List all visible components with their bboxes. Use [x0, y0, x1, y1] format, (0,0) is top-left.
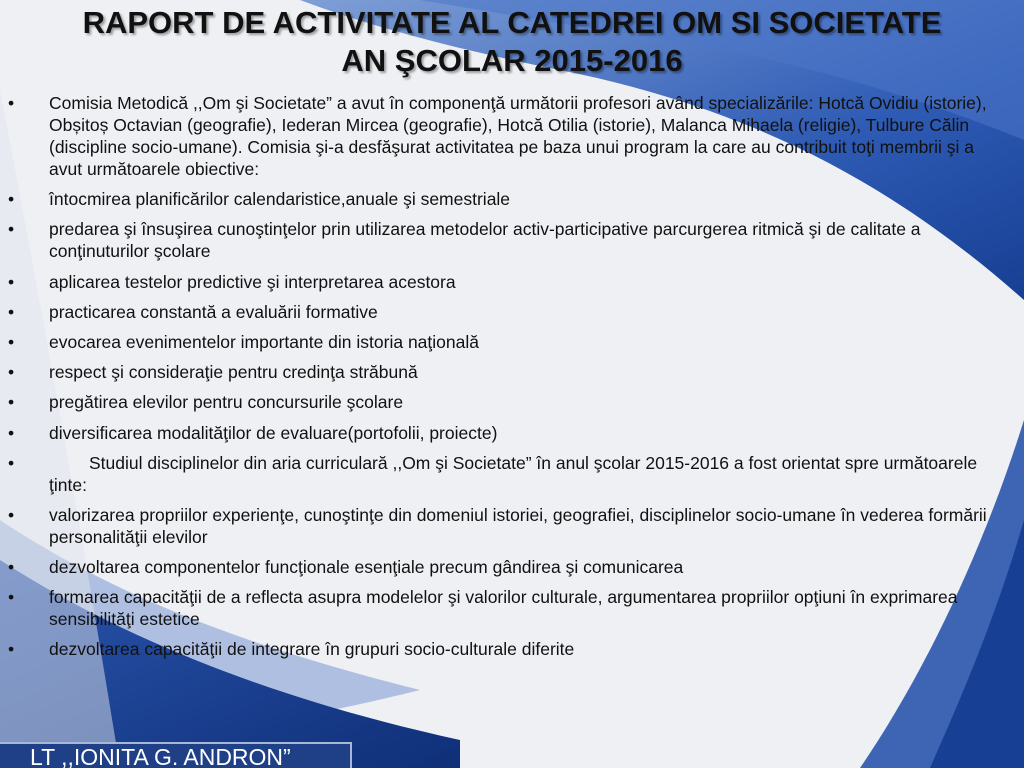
list-item: • evocarea evenimentelor importante din istoria naţională [8, 331, 1008, 353]
list-item: • dezvoltarea componentelor funcţionale esenţiale precum gândirea şi comunicarea [8, 556, 1008, 578]
slide-title [0, 4, 1024, 80]
list-item: • valorizarea propriilor experienţe, cunoştinţe din domeniul istoriei, geografiei, disciplinelor socio-umane în vederea formării personalităţii elevilor [8, 504, 1008, 548]
list-item: • pregătirea elevilor pentru concursurile şcolare [8, 391, 1008, 413]
list-item: • formarea capacităţii de a reflecta asupra modelelor şi valorilor culturale, argumentarea propriilor opţiuni în exprimarea sensibilităţi estetice [8, 586, 1008, 630]
school-footer-label: LT ,,IONITA G. ANDRON” [0, 742, 352, 768]
list-item: • întocmirea planificărilor calendaristice,anuale şi semestriale [8, 188, 1008, 210]
list-item: • predarea şi însuşirea cunoştinţelor prin utilizarea metodelor activ-participative parcurgerea ritmică şi de calitate a conţinuturilor şcolare [8, 218, 1008, 262]
list-item: • aplicarea testelor predictive şi interpretarea acestora [8, 271, 1008, 293]
list-item: • Comisia Metodică ,,Om şi Societate” a avut în componenţă următorii profesori având specializările: Hotcă Ovidiu (istorie), Obșitoș Octavian (geografie), Iederan Mircea (geografie), Hotcă Otilia (istorie), Malanca Mihaela (religie), Tulbure Călin (discipline socio-umane). Comisia şi-a desfăşurat activitatea pe baza unui program la care au contribuit toţi membrii şi a avut următoarele obiective: [8, 92, 1008, 180]
bullet-list [8, 92, 1008, 669]
title-line-2: AN ŞCOLAR 2015-2016 [341, 43, 683, 78]
title-line-1: RAPORT DE ACTIVITATE AL CATEDREI OM SI SOCIETATE [82, 5, 942, 40]
list-item: • Studiul disciplinelor din aria curriculară ,,Om şi Societate” în anul şcolar 2015-2016 a fost orientat spre următoarele ţinte: [8, 452, 1008, 496]
list-item: • practicarea constantă a evaluării formative [8, 301, 1008, 323]
list-item: • dezvoltarea capacităţii de integrare în grupuri socio-culturale diferite [8, 638, 1008, 660]
list-item: • respect şi consideraţie pentru credinţa străbună [8, 361, 1008, 383]
list-item: • diversificarea modalităţilor de evaluare(portofolii, proiecte) [8, 422, 1008, 444]
